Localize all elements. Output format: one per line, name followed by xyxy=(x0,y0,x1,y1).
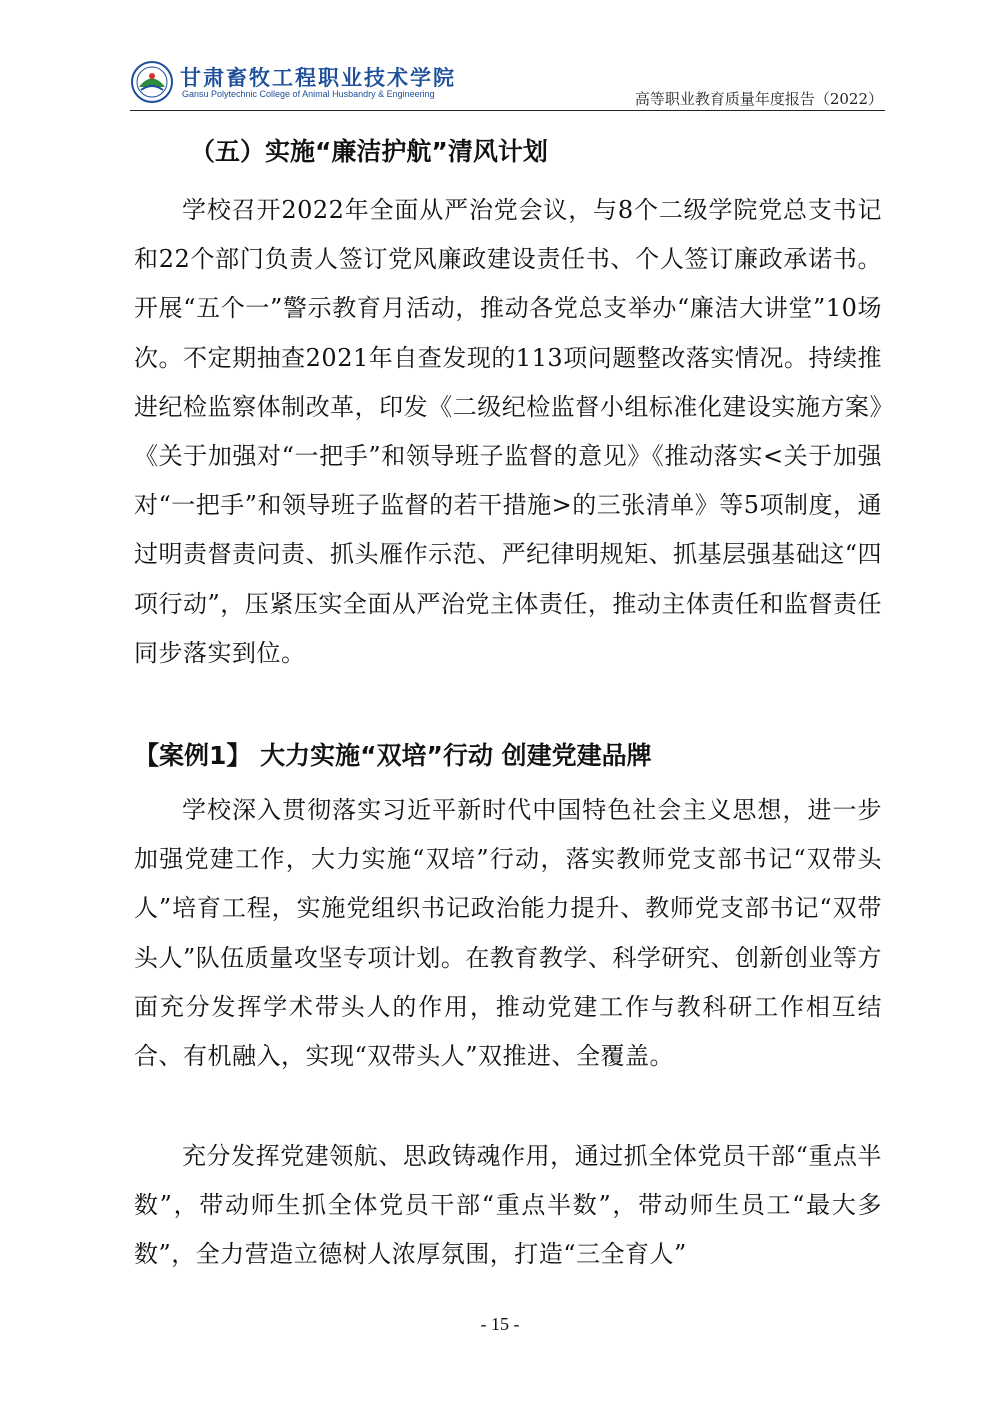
body-paragraph: 充分发挥党建领航、思政铸魂作用，通过抓全体党员干部“重点半数”，带动师生抓全体党员干部“重点半数”，带动师生员工“最大多数”，全力营造立德树人浓厚氛围，打造“三全育人” xyxy=(134,1142,882,1269)
college-name-cn: 甘肃畜牧工程职业技术学院 xyxy=(180,66,456,90)
college-emblem-icon xyxy=(130,60,174,104)
college-name-en: Gansu Polytechnic College of Animal Husbandry & Engineering xyxy=(182,89,435,99)
case-title: 【案例1】 大力实施“双培”行动 创建党建品牌 xyxy=(134,741,652,770)
report-title: 高等职业教育质量年度报告（2022） xyxy=(634,90,883,108)
body-paragraph: 学校深入贯彻落实习近平新时代中国特色社会主义思想，进一步加强党建工作，大力实施“双培”行动，落实教师党支部书记“双带头人”培育工程，实施党组织书记政治能力提升、教师党支部书记“双带头人”队伍质量攻坚专项计划。在教育教学、科学研究、创新创业等方面充分发挥学术带头人的作用，推动党建工作与教科研工作相互结合、有机融入，实现“双带头人”双推进、全覆盖。 xyxy=(134,796,882,1071)
page-header xyxy=(130,58,885,111)
section-title: （五）实施“廉洁护航”清风计划 xyxy=(190,137,548,166)
body-paragraph: 学校召开2022年全面从严治党会议，与8个二级学院党总支书记和22个部门负责人签订党风廉政建设责任书、个人签订廉政承诺书。开展“五个一”警示教育月活动，推动各党总支举办“廉洁大讲堂”10场次。不定期抽查2021年自查发现的113项问题整改落实情况。持续推进纪检监察体制改革，印发《二级纪检监督小组标准化建设实施方案》《关于加强对“一把手”和领导班子监督的意见》《推动落实<关于加强对“一把手”和领导班子监督的若干措施>的三张清单》等5项制度，通过明责督责问责、抓头雁作示范、严纪律明规矩、抓基层强基础这“四项行动”，压紧压实全面从严治党主体责任，推动主体责任和监督责任同步落实到位。 xyxy=(134,196,882,667)
page-number: - 15 - xyxy=(480,1314,520,1334)
